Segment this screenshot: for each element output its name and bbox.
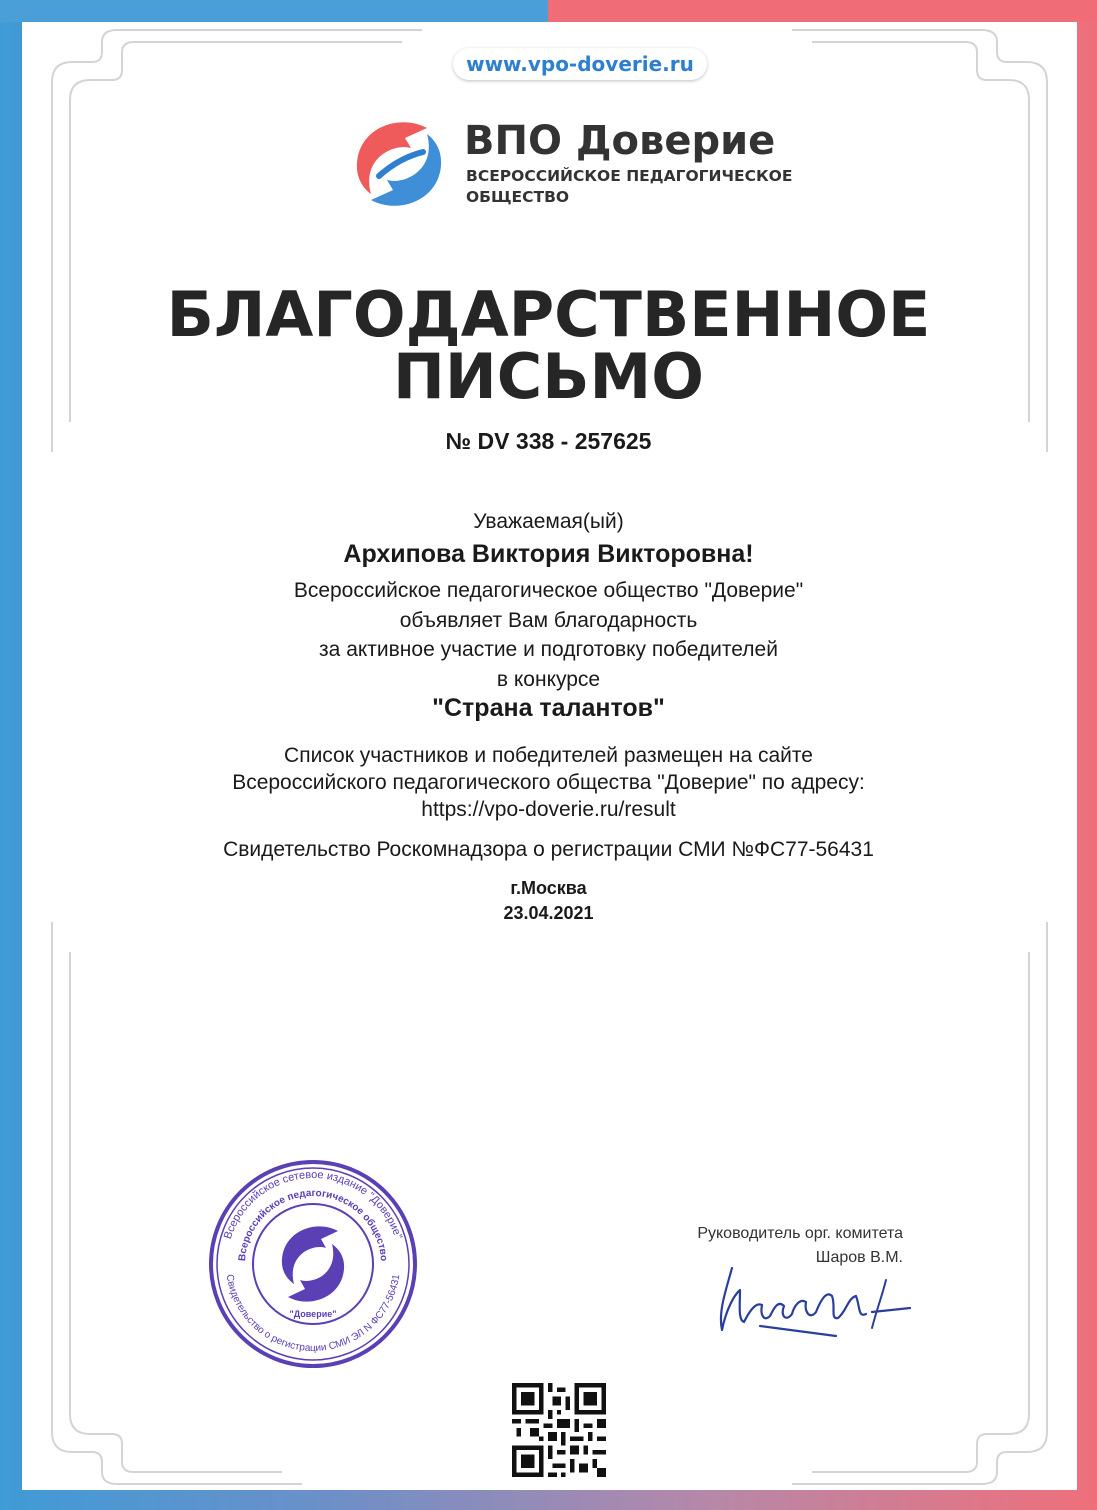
- seal-outer-text: Всероссийское сетевое издание "Доверие": [221, 1168, 405, 1241]
- website-link[interactable]: www.vpo-doverie.ru: [453, 48, 707, 80]
- document-number: № DV 338 - 257625: [445, 428, 652, 454]
- letter-body: [0, 576, 1097, 694]
- org-logo: [349, 118, 829, 210]
- signatory-role: Руководитель орг. комитета: [697, 1225, 903, 1242]
- media-license: Свидетельство Роскомнадзора о регистрации СМИ №ФС77-56431: [223, 838, 874, 861]
- seal-logo-icon: [282, 1226, 344, 1301]
- body-line: в конкурсе: [496, 667, 601, 691]
- seal-inner-text: Всероссийское педагогическое общество: [236, 1187, 389, 1262]
- greeting: Уважаемая(ый): [473, 510, 624, 533]
- body-line: объявляет Вам благодарность: [399, 608, 698, 632]
- top-strip-red: [548, 0, 1097, 22]
- top-strip-blue: [0, 0, 548, 22]
- official-seal: [208, 1159, 418, 1369]
- results-info: [0, 742, 1097, 823]
- title-line-1: БЛАГОДАРСТВЕННОЕ: [166, 278, 931, 351]
- seal-center-label: "Доверие": [289, 1309, 337, 1319]
- body-line: за активное участие и подготовку победителей: [319, 638, 778, 661]
- document-title: [0, 278, 1097, 413]
- seal-bottom-text: Свидетельство о регистрации СМИ ЭЛ N ФС77-56431: [223, 1273, 403, 1355]
- results-line: Список участников и победителей размещен на сайте: [284, 744, 813, 767]
- results-link[interactable]: https://vpo-doverie.ru/result: [421, 798, 676, 821]
- contest-name: "Страна талантов": [432, 694, 665, 722]
- recipient-name: Архипова Виктория Викторовна!: [343, 540, 754, 568]
- title-line-2: ПИСЬМО: [393, 340, 704, 413]
- handwritten-signature: [700, 1250, 920, 1350]
- body-line: Всероссийское педагогическое общество "Доверие": [293, 579, 804, 602]
- org-name: ВПО Доверие: [464, 118, 776, 164]
- signatory-name: Шаров В.М.: [815, 1249, 903, 1266]
- city: г.Москва: [510, 878, 587, 898]
- issue-date: 23.04.2021: [503, 903, 594, 923]
- org-subtitle: ВСЕРОССИЙСКОЕ ПЕДАГОГИЧЕСКОЕ ОБЩЕСТВО: [466, 167, 793, 206]
- qr-code-icon: [512, 1383, 606, 1477]
- results-line: Всероссийского педагогического общества "Доверие" по адресу:: [232, 771, 865, 794]
- handshake-logo-icon: [349, 118, 449, 210]
